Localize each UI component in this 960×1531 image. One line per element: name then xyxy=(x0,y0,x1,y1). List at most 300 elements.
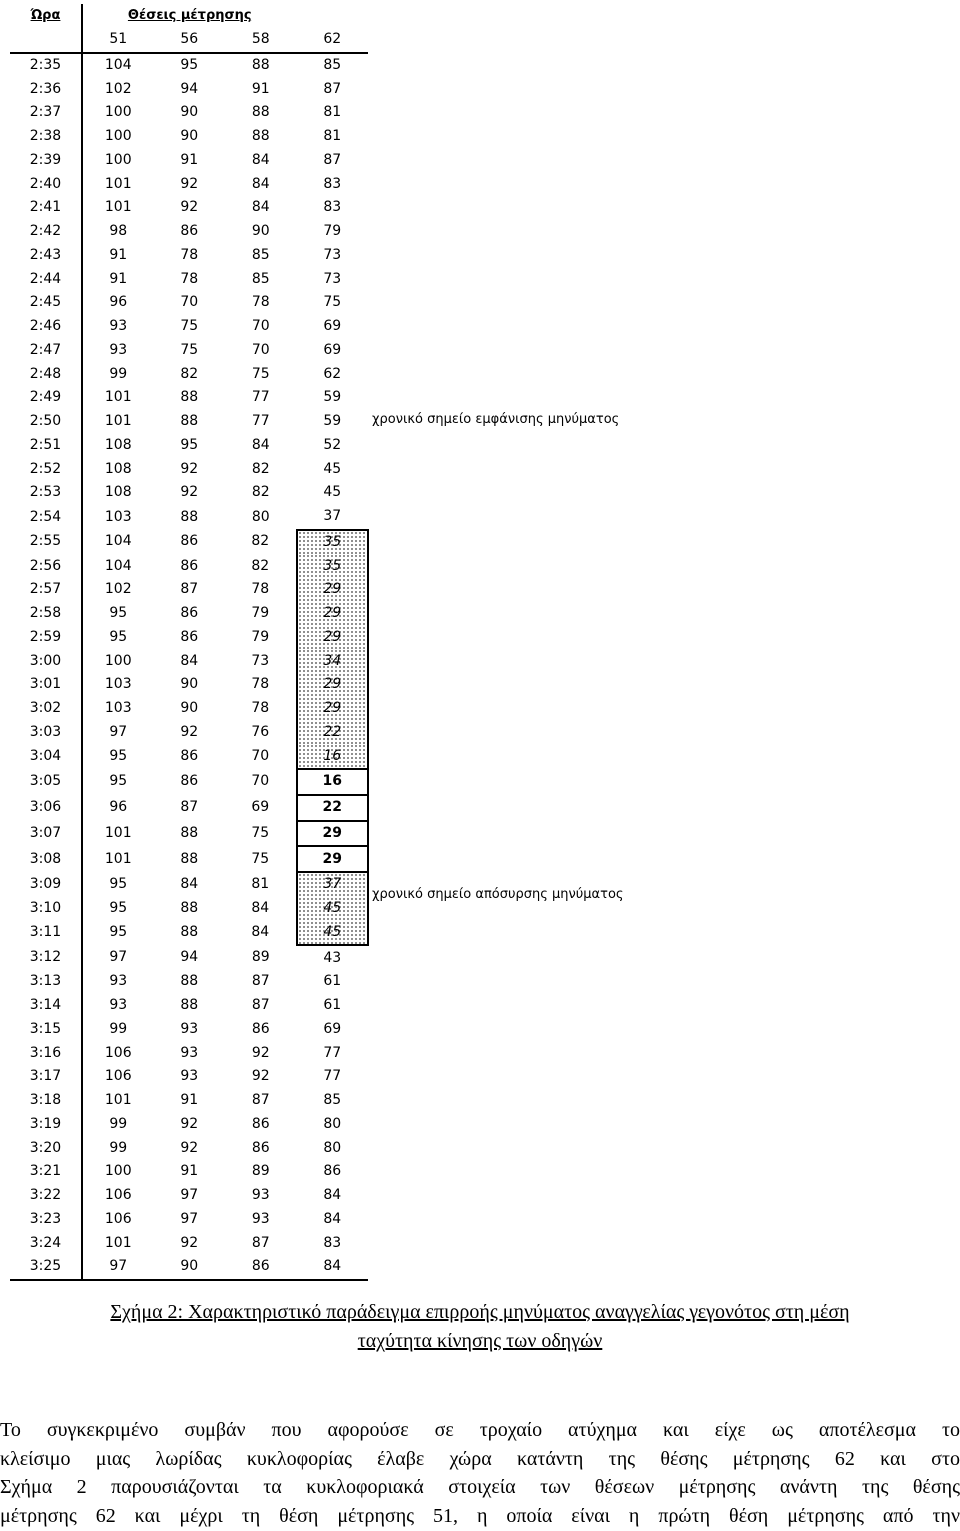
time-cell: 2:41 xyxy=(10,196,82,220)
time-cell: 3:16 xyxy=(10,1041,82,1065)
value-cell: 29 xyxy=(297,626,369,650)
value-cell: 90 xyxy=(180,104,199,121)
value-cell: 35 xyxy=(297,530,369,555)
time-cell: 3:08 xyxy=(10,846,82,872)
value-cell: 29 xyxy=(297,846,369,872)
value-cell: 84 xyxy=(251,900,270,917)
column-51: 51 xyxy=(82,28,154,53)
value-cell: 90 xyxy=(154,1255,226,1280)
value-cell: 84 xyxy=(297,1255,369,1280)
value-cell: 75 xyxy=(180,318,199,335)
value-cell: 106 xyxy=(104,1187,132,1204)
value-cell: 75 xyxy=(251,850,270,867)
value-cell: 87 xyxy=(251,997,270,1014)
value-cell: 90 xyxy=(251,223,270,240)
value-cell: 85 xyxy=(251,270,270,287)
table-row xyxy=(10,554,368,578)
value-cell: 92 xyxy=(180,723,199,740)
value-cell: 59 xyxy=(323,389,342,406)
table-row xyxy=(10,1255,368,1280)
value-cell: 83 xyxy=(323,1234,342,1251)
time-cell: 2:38 xyxy=(10,125,82,149)
value-cell: 77 xyxy=(251,389,270,406)
value-cell: 88 xyxy=(180,850,199,867)
table-row xyxy=(10,970,368,994)
table-row xyxy=(10,872,368,897)
value-cell: 79 xyxy=(323,223,342,240)
time-cell: 3:15 xyxy=(10,1018,82,1042)
value-cell: 91 xyxy=(109,246,128,263)
value-cell: 89 xyxy=(251,949,270,966)
value-cell: 86 xyxy=(180,773,199,790)
value-cell: 69 xyxy=(323,341,342,358)
value-cell: 61 xyxy=(323,973,342,990)
value-cell: 87 xyxy=(251,1092,270,1109)
value-cell: 87 xyxy=(180,581,199,598)
value-cell: 99 xyxy=(109,1115,128,1132)
value-cell: 97 xyxy=(109,723,128,740)
value-cell: 95 xyxy=(109,628,128,645)
value-cell: 85 xyxy=(323,1092,342,1109)
table-row xyxy=(10,921,368,946)
value-cell: 86 xyxy=(180,557,199,574)
value-cell: 85 xyxy=(323,56,342,73)
value-cell: 103 xyxy=(104,508,132,525)
time-cell: 2:57 xyxy=(10,578,82,602)
time-cell: 2:39 xyxy=(10,149,82,173)
value-cell: 77 xyxy=(323,1044,342,1061)
paragraph-line: μέτρησης 62 και μέχρι τη θέση μέτρησης 51, η οποία είναι η πρώτη θέση μέτρησης από την xyxy=(0,1504,960,1527)
time-cell: 2:51 xyxy=(10,434,82,458)
value-cell: 45 xyxy=(297,897,369,921)
value-cell: 84 xyxy=(180,652,199,669)
value-cell: 89 xyxy=(251,1163,270,1180)
value-cell: 79 xyxy=(251,605,270,622)
value-cell: 82 xyxy=(251,557,270,574)
value-cell: 78 xyxy=(251,676,270,693)
table-row xyxy=(10,267,368,291)
table-row xyxy=(10,505,368,530)
time-cell: 3:06 xyxy=(10,795,82,821)
time-cell: 2:58 xyxy=(10,602,82,626)
value-cell: 94 xyxy=(180,949,199,966)
value-cell: 99 xyxy=(109,1139,128,1156)
value-cell: 86 xyxy=(251,1020,270,1037)
value-cell: 92 xyxy=(251,1068,270,1085)
figure-caption xyxy=(0,1298,960,1356)
table-row xyxy=(10,795,368,821)
time-cell: 2:35 xyxy=(10,53,82,78)
value-cell: 86 xyxy=(180,628,199,645)
table-row xyxy=(10,897,368,921)
value-cell: 101 xyxy=(104,1092,132,1109)
value-cell: 84 xyxy=(251,199,270,216)
value-cell: 73 xyxy=(251,652,270,669)
time-cell: 3:24 xyxy=(10,1231,82,1255)
value-cell: 75 xyxy=(180,341,199,358)
value-cell: 84 xyxy=(251,175,270,192)
value-cell: 101 xyxy=(104,850,132,867)
table-row xyxy=(10,196,368,220)
value-cell: 69 xyxy=(323,318,342,335)
value-cell: 83 xyxy=(323,175,342,192)
value-cell: 92 xyxy=(180,484,199,501)
value-cell: 92 xyxy=(180,199,199,216)
table-row xyxy=(10,721,368,745)
value-cell: 88 xyxy=(251,128,270,145)
value-cell: 86 xyxy=(225,1255,297,1280)
value-cell: 91 xyxy=(251,80,270,97)
value-cell: 22 xyxy=(297,721,369,745)
value-cell: 92 xyxy=(180,460,199,477)
value-cell: 93 xyxy=(180,1020,199,1037)
value-cell: 106 xyxy=(104,1210,132,1227)
time-cell: 2:52 xyxy=(10,457,82,481)
value-cell: 86 xyxy=(180,605,199,622)
value-cell: 100 xyxy=(104,128,132,145)
table-row xyxy=(10,1113,368,1137)
table-row xyxy=(10,149,368,173)
time-cell: 2:43 xyxy=(10,244,82,268)
time-cell: 2:37 xyxy=(10,101,82,125)
table-header-row xyxy=(10,4,368,28)
value-cell: 92 xyxy=(180,1234,199,1251)
value-cell: 92 xyxy=(180,1115,199,1132)
value-cell: 88 xyxy=(180,997,199,1014)
time-cell: 3:04 xyxy=(10,744,82,769)
table-row xyxy=(10,457,368,481)
time-cell: 3:03 xyxy=(10,721,82,745)
value-cell: 78 xyxy=(251,581,270,598)
time-cell: 3:10 xyxy=(10,897,82,921)
paragraph-line: κλείσιμο μιας λωρίδας κυκλοφορίας έλαβε χώρα κατάντη της θέσης μέτρησης 62 και στο xyxy=(0,1447,960,1470)
value-cell: 91 xyxy=(180,151,199,168)
value-cell: 61 xyxy=(323,997,342,1014)
value-cell: 101 xyxy=(104,413,132,430)
time-cell: 3:00 xyxy=(10,649,82,673)
value-cell: 81 xyxy=(251,875,270,892)
value-cell: 90 xyxy=(180,128,199,145)
value-cell: 96 xyxy=(109,294,128,311)
value-cell: 45 xyxy=(323,484,342,501)
value-cell: 100 xyxy=(104,1163,132,1180)
value-cell: 95 xyxy=(109,773,128,790)
header-positions: Θέσεις μέτρησης xyxy=(127,8,252,24)
time-cell: 2:40 xyxy=(10,172,82,196)
value-cell: 95 xyxy=(109,605,128,622)
table-column-row xyxy=(10,28,368,53)
value-cell: 97 xyxy=(82,1255,154,1280)
value-cell: 86 xyxy=(251,1115,270,1132)
value-cell: 76 xyxy=(251,723,270,740)
value-cell: 86 xyxy=(180,748,199,765)
value-cell: 108 xyxy=(104,436,132,453)
table-row xyxy=(10,434,368,458)
value-cell: 106 xyxy=(104,1044,132,1061)
value-cell: 88 xyxy=(180,389,199,406)
value-cell: 99 xyxy=(109,1020,128,1037)
value-cell: 45 xyxy=(297,921,369,946)
column-62: 62 xyxy=(297,28,369,53)
time-cell: 3:11 xyxy=(10,921,82,946)
table-row xyxy=(10,530,368,555)
value-cell: 104 xyxy=(104,533,132,550)
value-cell: 101 xyxy=(104,175,132,192)
value-cell: 75 xyxy=(251,824,270,841)
value-cell: 90 xyxy=(180,700,199,717)
value-cell: 81 xyxy=(323,128,342,145)
value-cell: 97 xyxy=(180,1187,199,1204)
value-cell: 95 xyxy=(109,924,128,941)
value-cell: 70 xyxy=(251,773,270,790)
time-cell: 2:56 xyxy=(10,554,82,578)
value-cell: 84 xyxy=(323,1187,342,1204)
value-cell: 102 xyxy=(104,581,132,598)
value-cell: 97 xyxy=(109,949,128,966)
table-row xyxy=(10,101,368,125)
value-cell: 87 xyxy=(323,151,342,168)
value-cell: 103 xyxy=(104,676,132,693)
value-cell: 73 xyxy=(323,270,342,287)
value-cell: 75 xyxy=(251,365,270,382)
time-cell: 2:55 xyxy=(10,530,82,555)
table-row xyxy=(10,125,368,149)
paragraph-line: Το συγκεκριμένο συμβάν που αφορούσε σε τροχαίο ατύχημα και είχε ως αποτέλεσμα το xyxy=(0,1419,960,1441)
table-row xyxy=(10,697,368,721)
value-cell: 93 xyxy=(251,1187,270,1204)
value-cell: 73 xyxy=(323,246,342,263)
time-cell: 2:50 xyxy=(10,410,82,434)
value-cell: 78 xyxy=(251,700,270,717)
value-cell: 80 xyxy=(251,508,270,525)
time-cell: 3:05 xyxy=(10,769,82,795)
header-time: Ώρα xyxy=(10,4,82,28)
value-cell: 84 xyxy=(251,924,270,941)
value-cell: 99 xyxy=(109,365,128,382)
time-cell: 3:02 xyxy=(10,697,82,721)
value-cell: 91 xyxy=(109,270,128,287)
time-cell: 2:54 xyxy=(10,505,82,530)
speed-table-container xyxy=(10,4,370,1281)
value-cell: 78 xyxy=(180,246,199,263)
value-cell: 93 xyxy=(109,318,128,335)
value-cell: 29 xyxy=(297,602,369,626)
time-cell: 2:47 xyxy=(10,339,82,363)
time-cell: 3:14 xyxy=(10,994,82,1018)
value-cell: 37 xyxy=(297,872,369,897)
value-cell: 95 xyxy=(109,875,128,892)
value-cell: 35 xyxy=(297,554,369,578)
value-cell: 92 xyxy=(251,1044,270,1061)
value-cell: 93 xyxy=(109,997,128,1014)
value-cell: 70 xyxy=(251,341,270,358)
time-cell: 2:49 xyxy=(10,386,82,410)
value-cell: 101 xyxy=(104,824,132,841)
value-cell: 96 xyxy=(109,799,128,816)
value-cell: 101 xyxy=(104,1234,132,1251)
value-cell: 108 xyxy=(104,484,132,501)
time-cell: 3:09 xyxy=(10,872,82,897)
value-cell: 95 xyxy=(109,748,128,765)
table-row xyxy=(10,172,368,196)
table-row xyxy=(10,220,368,244)
time-cell: 2:45 xyxy=(10,291,82,315)
value-cell: 106 xyxy=(104,1068,132,1085)
table-row xyxy=(10,53,368,78)
value-cell: 101 xyxy=(104,389,132,406)
value-cell: 91 xyxy=(180,1092,199,1109)
value-cell: 93 xyxy=(180,1068,199,1085)
time-cell: 2:48 xyxy=(10,362,82,386)
value-cell: 87 xyxy=(251,973,270,990)
time-cell: 3:19 xyxy=(10,1113,82,1137)
time-cell: 2:44 xyxy=(10,267,82,291)
table-row xyxy=(10,649,368,673)
value-cell: 93 xyxy=(251,1210,270,1227)
value-cell: 90 xyxy=(180,676,199,693)
value-cell: 52 xyxy=(323,436,342,453)
time-cell: 3:12 xyxy=(10,945,82,970)
value-cell: 45 xyxy=(323,460,342,477)
column-58: 58 xyxy=(225,28,297,53)
table-row xyxy=(10,386,368,410)
time-cell: 3:22 xyxy=(10,1184,82,1208)
table-row xyxy=(10,1136,368,1160)
value-cell: 87 xyxy=(323,80,342,97)
value-cell: 88 xyxy=(180,413,199,430)
time-cell: 3:13 xyxy=(10,970,82,994)
value-cell: 37 xyxy=(323,508,342,525)
value-cell: 98 xyxy=(109,223,128,240)
table-row xyxy=(10,994,368,1018)
value-cell: 102 xyxy=(104,80,132,97)
time-cell: 3:20 xyxy=(10,1136,82,1160)
value-cell: 88 xyxy=(180,973,199,990)
table-row xyxy=(10,315,368,339)
table-row xyxy=(10,846,368,872)
value-cell: 34 xyxy=(297,649,369,673)
speed-table xyxy=(10,4,369,1281)
value-cell: 29 xyxy=(297,673,369,697)
value-cell: 75 xyxy=(323,294,342,311)
value-cell: 78 xyxy=(251,294,270,311)
table-row xyxy=(10,1018,368,1042)
value-cell: 93 xyxy=(109,973,128,990)
time-cell: 3:23 xyxy=(10,1208,82,1232)
time-cell: 2:42 xyxy=(10,220,82,244)
table-row xyxy=(10,1065,368,1089)
value-cell: 84 xyxy=(251,436,270,453)
value-cell: 82 xyxy=(251,533,270,550)
message-removed-note: χρονικό σημείο απόσυρσης μηνύματος xyxy=(372,887,624,902)
table-row xyxy=(10,481,368,505)
table-row xyxy=(10,1184,368,1208)
value-cell: 95 xyxy=(180,436,199,453)
value-cell: 29 xyxy=(297,821,369,847)
time-cell: 3:07 xyxy=(10,821,82,847)
table-row xyxy=(10,1089,368,1113)
value-cell: 62 xyxy=(323,365,342,382)
value-cell: 93 xyxy=(109,341,128,358)
value-cell: 87 xyxy=(180,799,199,816)
time-cell: 3:17 xyxy=(10,1065,82,1089)
value-cell: 16 xyxy=(297,769,369,795)
value-cell: 100 xyxy=(104,652,132,669)
value-cell: 80 xyxy=(323,1139,342,1156)
value-cell: 88 xyxy=(180,900,199,917)
value-cell: 100 xyxy=(104,151,132,168)
table-row xyxy=(10,673,368,697)
value-cell: 70 xyxy=(251,748,270,765)
caption-line: ταχύτητα κίνησης των οδηγών xyxy=(357,1330,603,1352)
value-cell: 91 xyxy=(180,1163,199,1180)
value-cell: 108 xyxy=(104,460,132,477)
time-cell: 2:59 xyxy=(10,626,82,650)
time-cell: 3:01 xyxy=(10,673,82,697)
table-row xyxy=(10,77,368,101)
table-row xyxy=(10,362,368,386)
value-cell: 93 xyxy=(180,1044,199,1061)
value-cell: 95 xyxy=(109,900,128,917)
value-cell: 100 xyxy=(104,104,132,121)
value-cell: 81 xyxy=(323,104,342,121)
column-56: 56 xyxy=(154,28,226,53)
value-cell: 84 xyxy=(180,875,199,892)
value-cell: 78 xyxy=(180,270,199,287)
value-cell: 82 xyxy=(180,365,199,382)
time-cell: 3:18 xyxy=(10,1089,82,1113)
time-cell: 3:25 xyxy=(10,1255,82,1280)
table-row xyxy=(10,244,368,268)
time-cell: 2:46 xyxy=(10,315,82,339)
value-cell: 80 xyxy=(323,1115,342,1132)
table-row xyxy=(10,339,368,363)
table-row xyxy=(10,1231,368,1255)
value-cell: 88 xyxy=(251,104,270,121)
value-cell: 79 xyxy=(251,628,270,645)
time-cell: 2:36 xyxy=(10,77,82,101)
value-cell: 88 xyxy=(180,508,199,525)
paragraph-line: Σχήμα 2 παρουσιάζονται τα κυκλοφοριακά στοιχεία των θέσεων μέτρησης ανάντη της θέσης xyxy=(0,1476,960,1498)
table-row xyxy=(10,626,368,650)
time-cell: 3:21 xyxy=(10,1160,82,1184)
table-row xyxy=(10,821,368,847)
value-cell: 29 xyxy=(297,578,369,602)
value-cell: 101 xyxy=(104,199,132,216)
value-cell: 85 xyxy=(251,246,270,263)
value-cell: 104 xyxy=(104,56,132,73)
value-cell: 43 xyxy=(323,949,342,966)
table-row xyxy=(10,578,368,602)
value-cell: 95 xyxy=(180,56,199,73)
time-cell: 2:53 xyxy=(10,481,82,505)
value-cell: 103 xyxy=(104,700,132,717)
value-cell: 84 xyxy=(251,151,270,168)
value-cell: 82 xyxy=(251,484,270,501)
body-paragraph xyxy=(0,1416,960,1530)
value-cell: 88 xyxy=(180,824,199,841)
table-row xyxy=(10,410,368,434)
value-cell: 29 xyxy=(297,697,369,721)
table-row xyxy=(10,1041,368,1065)
value-cell: 69 xyxy=(323,1020,342,1037)
table-row xyxy=(10,291,368,315)
value-cell: 88 xyxy=(180,924,199,941)
value-cell: 97 xyxy=(180,1210,199,1227)
table-row xyxy=(10,602,368,626)
message-shown-note: χρονικό σημείο εμφάνισης μηνύματος xyxy=(372,412,620,427)
value-cell: 92 xyxy=(180,175,199,192)
